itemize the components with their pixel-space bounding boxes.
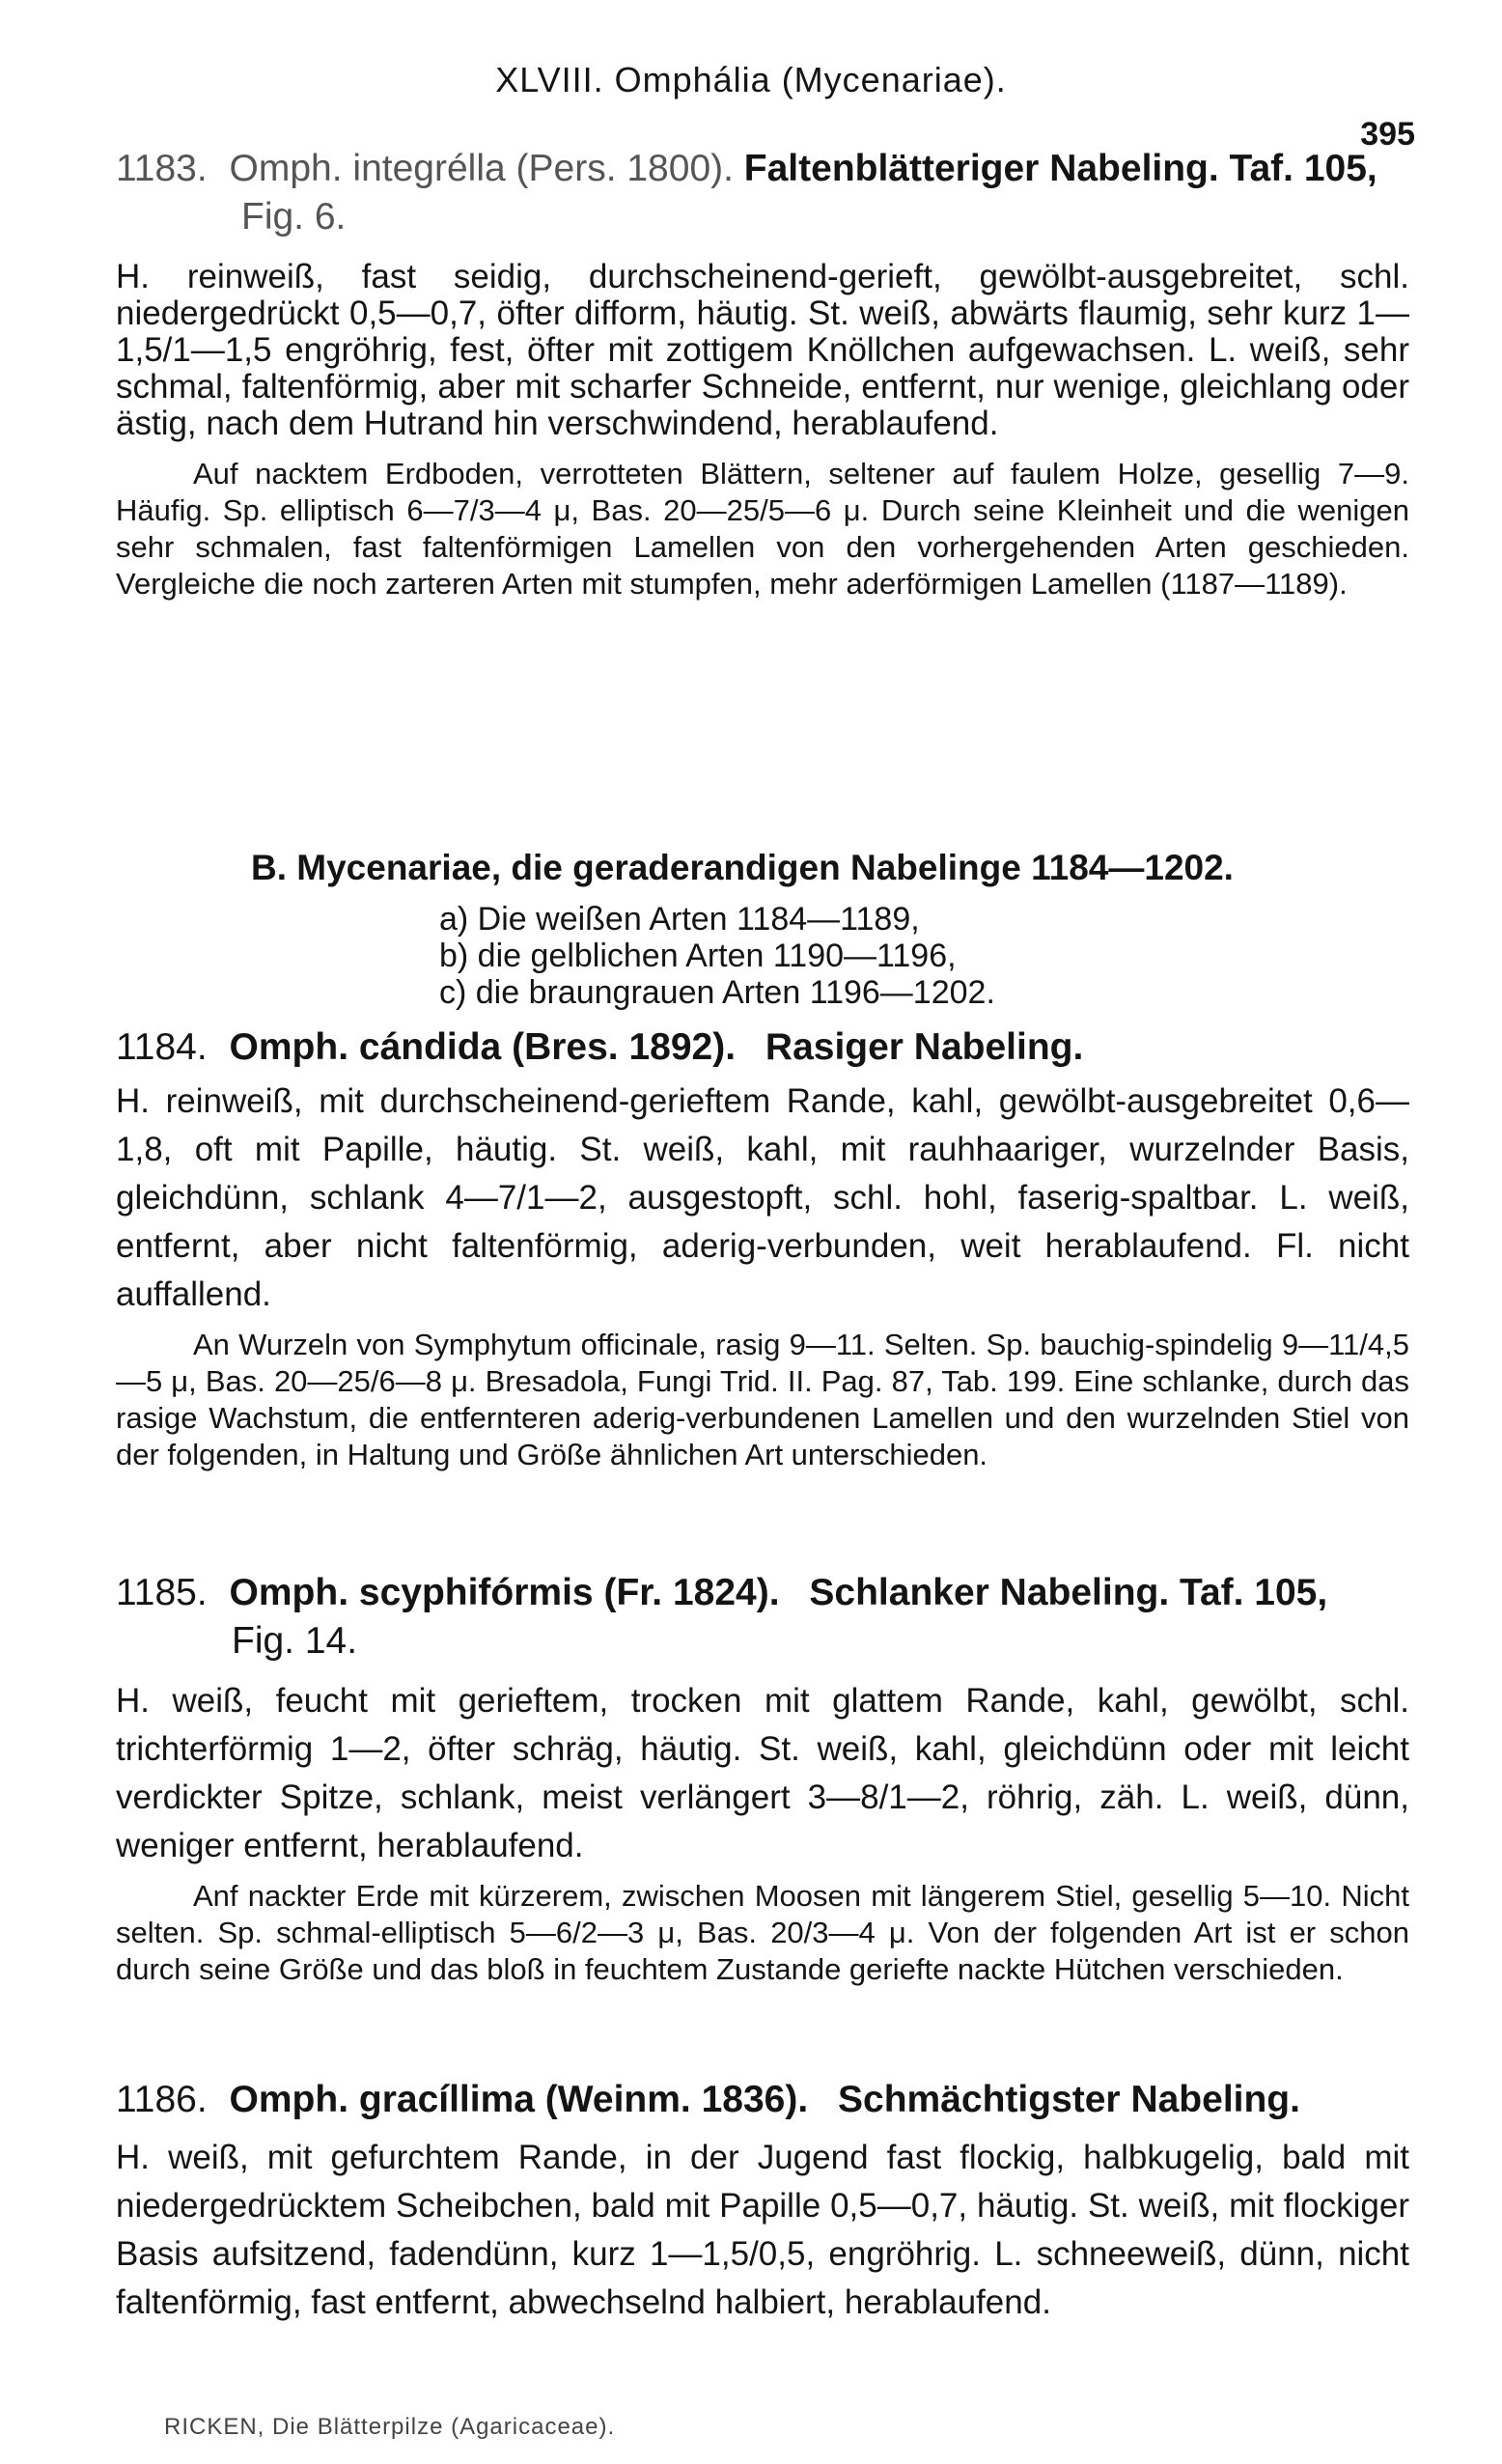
section-subgroups (439, 901, 995, 1011)
species-name: Omph. integrélla (Pers. 1800). (229, 148, 734, 189)
species-notes: An Wurzeln von Symphytum officinale, rasig 9—11. Selten. Sp. bauchig-spindelig 9—11/4,5—5 μ, Bas. 20—25/6—8 μ. Bresadola, Fungi Trid. II. Pag. 87, Tab. 199. Eine schlanke, durch das rasige Wachstum, die entfernteren aderig-verbundenen Lamellen und den wurzelnden Stiel von der folgenden, in Haltung und Größe ähnlichen Art unterschieden. (116, 1328, 1409, 1471)
entry-1183 (116, 145, 1409, 602)
entry-1184 (116, 1023, 1409, 1473)
species-description: H. weiß, feucht mit gerieftem, trocken mit glattem Rande, kahl, gewölbt, schl. trichterförmig 1—2, öfter schräg, häutig. St. weiß, kahl, gleichdünn oder mit leicht verdickter Spitze, schlank, meist verlängert 3—8/1—2, röhrig, zäh. L. weiß, dünn, weniger entfernt, herablaufend. (116, 1682, 1409, 1864)
running-header: XLVIII. Omphália (Mycenariae). (495, 60, 1007, 99)
species-notes: Anf nackter Erde mit kürzerem, zwischen Moosen mit längerem Stiel, gesellig 5—10. Nicht selten. Sp. schmal-elliptisch 5—6/2—3 μ, Bas. 20/3—4 μ. Von der folgenden Art ist er schon durch seine Größe und das bloß in feuchtem Zustande geriefte nackte Hütchen verschieden. (116, 1879, 1409, 1986)
figure-ref: Fig. 6. (241, 196, 347, 238)
page-number: 395 (1360, 116, 1415, 153)
subgroup-c: c) die braungrauen Arten 1196—1202. (439, 974, 995, 1011)
page-footer: RICKEN, Die Blätterpilze (Agaricaceae). (164, 2414, 616, 2440)
subgroup-b: b) die gelblichen Arten 1190—1196, (439, 938, 957, 974)
species-description: H. reinweiß, fast seidig, durchscheinend-gerieft, gewölbt-ausgebreitet, schl. niedergedrückt 0,5—0,7, öfter difform, häutig. St. weiß, abwärts flaumig, sehr kurz 1—1,5/1—1,5 engröhrig, fest, öfter mit zottigem Knöllchen aufgewachsen. L. weiß, sehr schmal, faltenförmig, aber mit scharfer Schneide, entfernt, nur wenige, gleichlang oder ästig, nach dem Hutrand hin verschwindend, herablaufend. (116, 258, 1409, 442)
figure-ref: Fig. 14. (232, 1620, 358, 1662)
species-name: Omph. gracíllima (Weinm. 1836). (229, 2079, 809, 2120)
entry-1185-title (116, 1569, 1409, 1617)
species-description: H. weiß, mit gefurchtem Rande, in der Jugend fast flockig, halbkugelig, bald mit niedergedrücktem Scheibchen, bald mit Papille 0,5—0,7, häutig. St. weiß, mit flockiger Basis aufsitzend, fadendünn, kurz 1—1,5/0,5, engröhrig. L. schneeweiß, dünn, nicht faltenförmig, fast entfernt, abwechselnd halbiert, herablaufend. (116, 2139, 1409, 2321)
species-name: Omph. scyphifórmis (Fr. 1824). (229, 1572, 780, 1613)
entry-1184-title (116, 1023, 1409, 1072)
entry-number: 1184. (116, 1026, 208, 1068)
section-title: B. Mycenariae, die geraderandigen Nabelinge 1184—1202. (251, 848, 1234, 887)
entry-1186 (116, 2076, 1409, 2327)
entry-1185 (116, 1569, 1409, 1988)
common-name: Schmächtigster Nabeling. (838, 2079, 1300, 2120)
entry-1183-title (116, 145, 1409, 193)
common-name: Faltenblätteriger Nabeling. Taf. 105, (743, 148, 1377, 189)
species-notes: Auf nacktem Erdboden, verrotteten Blättern, seltener auf faulem Holze, gesellig 7—9. Häufig. Sp. elliptisch 6—7/3—4 μ, Bas. 20—25/5—6 μ. Durch seine Kleinheit und die wenigen sehr schmalen, fast faltenförmigen Lamellen von den vorhergehenden Arten geschieden. Vergleiche die noch zarteren Arten mit stumpfen, mehr aderförmigen Lamellen (1187—1189). (116, 457, 1409, 601)
common-name: Schlanker Nabeling. Taf. 105, (809, 1572, 1328, 1613)
entry-number: 1183. (116, 148, 208, 189)
entry-1186-title (116, 2076, 1409, 2124)
common-name: Rasiger Nabeling. (765, 1026, 1084, 1068)
entry-number: 1185. (116, 1572, 208, 1613)
subgroup-a: a) Die weißen Arten 1184—1189, (439, 901, 920, 938)
species-name: Omph. cándida (Bres. 1892). (229, 1026, 737, 1068)
species-description: H. reinweiß, mit durchscheinend-gerieftem Rande, kahl, gewölbt-ausgebreitet 0,6—1,8, oft mit Papille, häutig. St. weiß, kahl, mit rauhhaariger, wurzelnder Basis, gleichdünn, schlank 4—7/1—2, ausgestopft, schl. hohl, faserig-spaltbar. L. weiß, entfernt, aber nicht faltenförmig, aderig-verbunden, weit herablaufend. Fl. nicht auffallend. (116, 1082, 1409, 1313)
entry-number: 1186. (116, 2079, 208, 2120)
